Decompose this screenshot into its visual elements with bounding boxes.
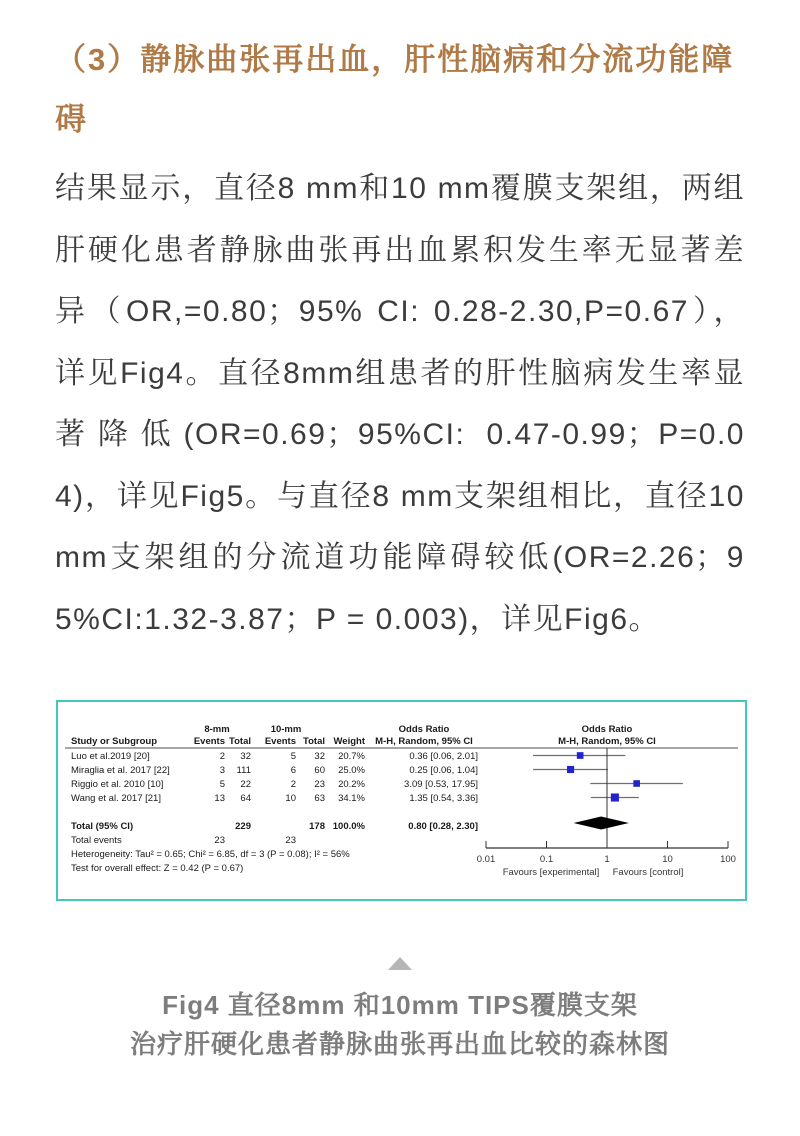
weight-cell: 20.2% [338,779,365,790]
total-events-10mm-cell: 23 [285,835,296,846]
group-header-10mm: 10-mm [270,724,302,735]
events-8mm-cell: 3 [219,765,225,776]
total-weight-cell: 100.0% [332,821,365,832]
total-8mm-cell: 32 [240,751,251,762]
forest-plot-figure [56,700,747,901]
or-marker [577,752,584,759]
weight-cell: 20.7% [338,751,365,762]
total-events-8mm-cell: 23 [214,835,225,846]
total-10mm-cell: 32 [314,751,325,762]
total-10mm-cell: 63 [314,793,325,804]
total-8mm-cell: 111 [236,765,251,776]
events-8mm-cell: 13 [214,793,225,804]
total-8mm-cell: 22 [240,779,251,790]
or-marker [611,793,619,801]
events-10mm-cell: 6 [290,765,296,776]
total-events-label: Total events [71,835,122,846]
body-paragraph: 结果显示，直径8 mm和10 mm覆膜支架组，两组肝硬化患者静脉曲张再出血累积发生率无显著差异（OR,=0.80；95% CI: 0.28-2.30,P=0.67），详见Fig4。直径8mm组患者的肝性脑病发生率显著降低(OR=0.69；95%CI: 0.47-0.99；P=0.04)，详见Fig5。与直径8 mm支架组相比，直径10 mm支架组的分流道功能障碍较低(OR=2.26；95%CI:1.32-3.87；P = 0.003)，详见Fig6。 [55,172,745,636]
study-label: Wang et al. 2017 [21] [71,793,161,804]
or-header-plot-col: Odds Ratio [581,724,633,735]
events-8mm-cell: 2 [219,751,225,762]
figure-caption-block [55,957,745,1064]
favours-control-label: Favours [control] [612,867,684,878]
or-ci-cell: 3.09 [0.53, 17.95] [404,779,478,790]
total-8mm-sum-cell: 229 [235,821,251,832]
column-header-events-8mm: Events [193,736,225,747]
events-8mm-cell: 5 [219,779,225,790]
or-ci-cell: 0.25 [0.06, 1.04] [409,765,478,776]
total-diamond [574,817,629,830]
total-10mm-cell: 23 [314,779,325,790]
or-marker [633,780,640,787]
axis-tick-label: 0.01 [476,854,496,865]
favours-experimental-label: Favours [experimental] [502,867,600,878]
figure-caption-line2: 治疗肝硬化患者静脉曲张再出血比较的森林图 [129,1029,670,1059]
or-marker [567,766,574,773]
overall-effect-text: Test for overall effect: Z = 0.42 (P = 0.67) [71,863,244,874]
axis-tick-label: 100 [720,854,736,865]
axis-tick-label: 1 [604,854,610,865]
column-header-total-8mm: Total [229,736,251,747]
or-ci-cell: 1.35 [0.54, 3.36] [409,793,478,804]
total-10mm-cell: 60 [314,765,325,776]
figure-caption-line1: Fig4 直径8mm 和10mm TIPS覆膜支架 [162,990,638,1020]
column-header-events-10mm: Events [264,736,296,747]
weight-cell: 34.1% [338,793,365,804]
forest-plot-svg [58,702,745,899]
axis-tick-label: 0.1 [539,854,554,865]
or-ci-cell: 0.36 [0.06, 2.01] [409,751,478,762]
method-header-plot-col: M-H, Random, 95% CI [558,736,656,747]
total-label: Total (95% CI) [71,821,134,832]
group-header-8mm: 8-mm [204,724,230,735]
weight-cell: 25.0% [338,765,365,776]
total-10mm-sum-cell: 178 [309,821,325,832]
or-header-text-col: Odds Ratio [398,724,450,735]
events-10mm-cell: 5 [290,751,296,762]
column-header-study: Study or Subgroup [71,736,158,747]
study-label: Luo et al.2019 [20] [71,751,150,762]
triangle-up-icon [388,957,412,970]
events-10mm-cell: 2 [290,779,296,790]
study-label: Riggio et al. 2010 [10] [71,779,164,790]
events-10mm-cell: 10 [285,793,296,804]
column-header-weight: Weight [333,736,365,747]
heterogeneity-text: Heterogeneity: Tau² = 0.65; Chi² = 6.85, df = 3 (P = 0.08); I² = 56% [71,849,350,860]
section-heading: （3）静脉曲张再出血，肝性脑病和分流功能障碍 [55,42,735,137]
method-header-text-col: M-H, Random, 95% CI [375,736,473,747]
study-label: Miraglia et al. 2017 [22] [71,765,170,776]
axis-tick-label: 10 [662,854,673,865]
total-8mm-cell: 64 [240,793,251,804]
column-header-total-10mm: Total [303,736,325,747]
total-or-ci-cell: 0.80 [0.28, 2.30] [408,821,478,832]
